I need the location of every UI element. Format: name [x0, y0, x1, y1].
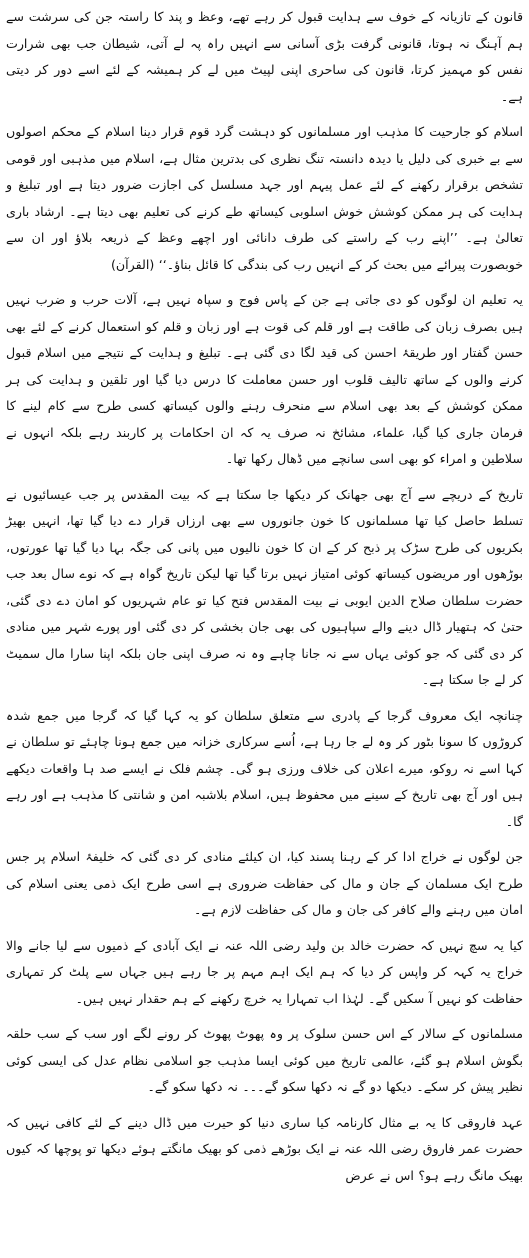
paragraph-history-jerusalem: تاریخ کے دریچے سے آج بھی جھانک کر دیکھا جا سکتا ہے کہ بیت المقدس پر جب عیسائیوں نے تسلط حاصل کیا تھا مسلمانوں کا خون جانوروں سے بھی ارزاں قرار دے دیا گیا تھا، انہیں بھیڑ بکریوں کی طرح سڑک پر ذبح کر کے ان کا خون نالیوں میں پانی کی جگہ بہا دیا گیا تھا عورتوں، بوڑھوں اور مریضوں کیساتھ کوئی امتیاز نہیں برتا گیا تھا لیکن تاریخ گواہ ہے کہ نوے سال بعد جب حضرت سلطان صلاح الدین ایوبی نے بیت المقدس فتح کیا تو عام شہریوں کو امان دے دی گئی، حتیٰ کہ ہتھیار ڈال دینے والے سپاہیوں کی بھی جان بخشی کر دی گئی اور پورے شہر میں منادی کر دی گئی کہ جو کوئی یہاں سے نہ جانا چاہے وہ نہ صرف اپنی جان بلکہ اپنا سارا مال سمیٹ کر لے جا سکتا ہے۔	[6, 486, 523, 687]
paragraph-umar-and-old-dhimmi: عہد فاروقی کا یہ بے مثال کارنامہ کیا ساری دنیا کو حیرت میں ڈال دینے کے لئے کافی نہیں کہ حضرت عمر فاروق رضی اللہ عنہ نے ایک بوڑھے ذمی کو بھیک مانگتے ہوئے دیکھا تو پوچھا کہ کیوں بھیک مانگ رہے ہو؟ اس نے عرض	[6, 1114, 523, 1183]
paragraph-church-priest-gold: چنانچہ ایک معروف گرجا کے پادری سے متعلق سلطان کو یہ کہا گیا کہ گرجا میں جمع شدہ کروڑوں کا سونا بٹور کر وہ لے جا رہا ہے، اُسے سرکاری خزانہ میں جمع ہونا چاہئے تو سلطان نے کہا اسے نہ روکو، میرے اعلان کی خلاف ورزی ہو گی۔ چشم فلک نے ایسے صد ہا واقعات دیکھے ہیں اور آج بھی تاریخ کے سینے میں محفوظ ہیں، اسلام بلاشبہ امن و شانتی کا مذہب ہے اور رہے گا۔	[6, 707, 523, 829]
paragraph-teaching-of-preaching: یہ تعلیم ان لوگوں کو دی جاتی ہے جن کے پاس فوج و سپاہ نہیں ہے، آلات حرب و ضرب نہیں ہیں بصرف زبان کی طاقت ہے اور قلم کی قوت ہے اور زبان و قلم کو استعمال کرنے کے لئے بھی حسن گفتار اور طریقۂ احسن کی قید لگا دی گئی ہے۔ تبلیغ و ہدایت کے نتیجے میں اسلام قبول کرنے والوں کے ساتھ تالیف قلوب اور حسن معاملت کا درس دیا گیا اور تلقین و ہدایت کی ہر ممکن کوشش کے بعد بھی اسلام سے منحرف رہنے والوں کیساتھ کسی طرح سے کام لینے کا فرمان جاری کیا گیا، علماء، مشائخ نہ صرف یہ کہ ان احکامات پر کاربند رہے بلکہ انہوں نے سلاطین و امراء کو بھی اسی سانچے میں ڈھال رکھا تھا۔	[6, 292, 523, 466]
paragraph-islam-not-aggression: اسلام کو جارحیت کا مذہب اور مسلمانوں کو دہشت گرد قوم قرار دینا اسلام کے محکم اصولوں سے بے خبری کی دلیل یا دیدہ دانستہ تنگ نظری کی بدترین مثال ہے، اسلام میں مذہبی اور قومی تشخص برقرار رکھنے کے لئے عمل پیہم اور جہد مسلسل کی اجازت ضرور دیتا ہے اور تبلیغ و ہدایت کی ہر ممکن کوشش خوش اسلوبی کیساتھ طے کرنے کی تعلیم بھی دیتا ہے۔ ارشاد باری تعالیٰ ہے۔ ’’اپنے رب کے راستے کی طرف دانائی اور اچھے وعظ کے ذریعہ بلاؤ اور ان سے خوبصورت پیرائے میں بحث کر کے انہیں رب کی بندگی کا قائل بناؤ۔‘‘ (القرآن)	[6, 124, 523, 272]
paragraph-protection-of-dhimmi: جن لوگوں نے خراج ادا کر کے رہنا پسند کیا، ان کیلئے منادی کر دی گئی کہ خلیفۂ اسلام پر جس طرح ایک مسلمان کے جان و مال کی حفاظت ضروری ہے اسی طرح ایک ذمی یعنی اسلام کی امان میں رہنے والے کافر کی جان و مال کی حفاظت لازم ہے۔	[6, 849, 523, 917]
paragraph-conversion-after-kindness: مسلمانوں کے سالار کے اس حسن سلوک پر وہ پھوٹ پھوٹ کر رونے لگے اور سب کے سب حلقہ بگوش اسلام ہو گئے، عالمی تاریخ میں کوئی ایسا مذہب جو اسلامی نظام عدل کی ایسی کوئی نظیر پیش کر سکے۔ دیکھا دو گے نہ دکھا سکو گے۔۔۔ نہ دکھا سکو گے۔	[6, 1026, 523, 1094]
paragraph-law-and-guidance: قانون کے تازیانہ کے خوف سے ہدایت قبول کر رہے تھے، وعظ و پند کا راستہ جن کی سرشت سے ہم آہنگ نہ ہوتا، قانونی گرفت بڑی آسانی سے انہیں راہ پہ لے آتی، شیطان جب بھی شرارت نفس کو مہمیز کرتا، قانون کی ساحری اپنی لپیٹ میں لے کر ہمیشہ کے لئے اسے دور کر دیتی ہے۔	[6, 9, 523, 104]
paragraph-khalid-returns-tribute: کیا یہ سچ نہیں کہ حضرت خالد بن ولید رضی اللہ عنہ نے ایک آبادی کے ذمیوں سے لیا جانے والا خراج یہ کہہ کر واپس کر دیا کہ ہم ایک اہم مہم پر جا رہے ہیں جہاں سے پلٹ کر تمہاری حفاظت کو نہیں آ سکیں گے۔ لہٰذا اب تمہارا یہ خرچ رکھنے کے ہم حقدار نہیں ہیں۔	[6, 937, 523, 1006]
